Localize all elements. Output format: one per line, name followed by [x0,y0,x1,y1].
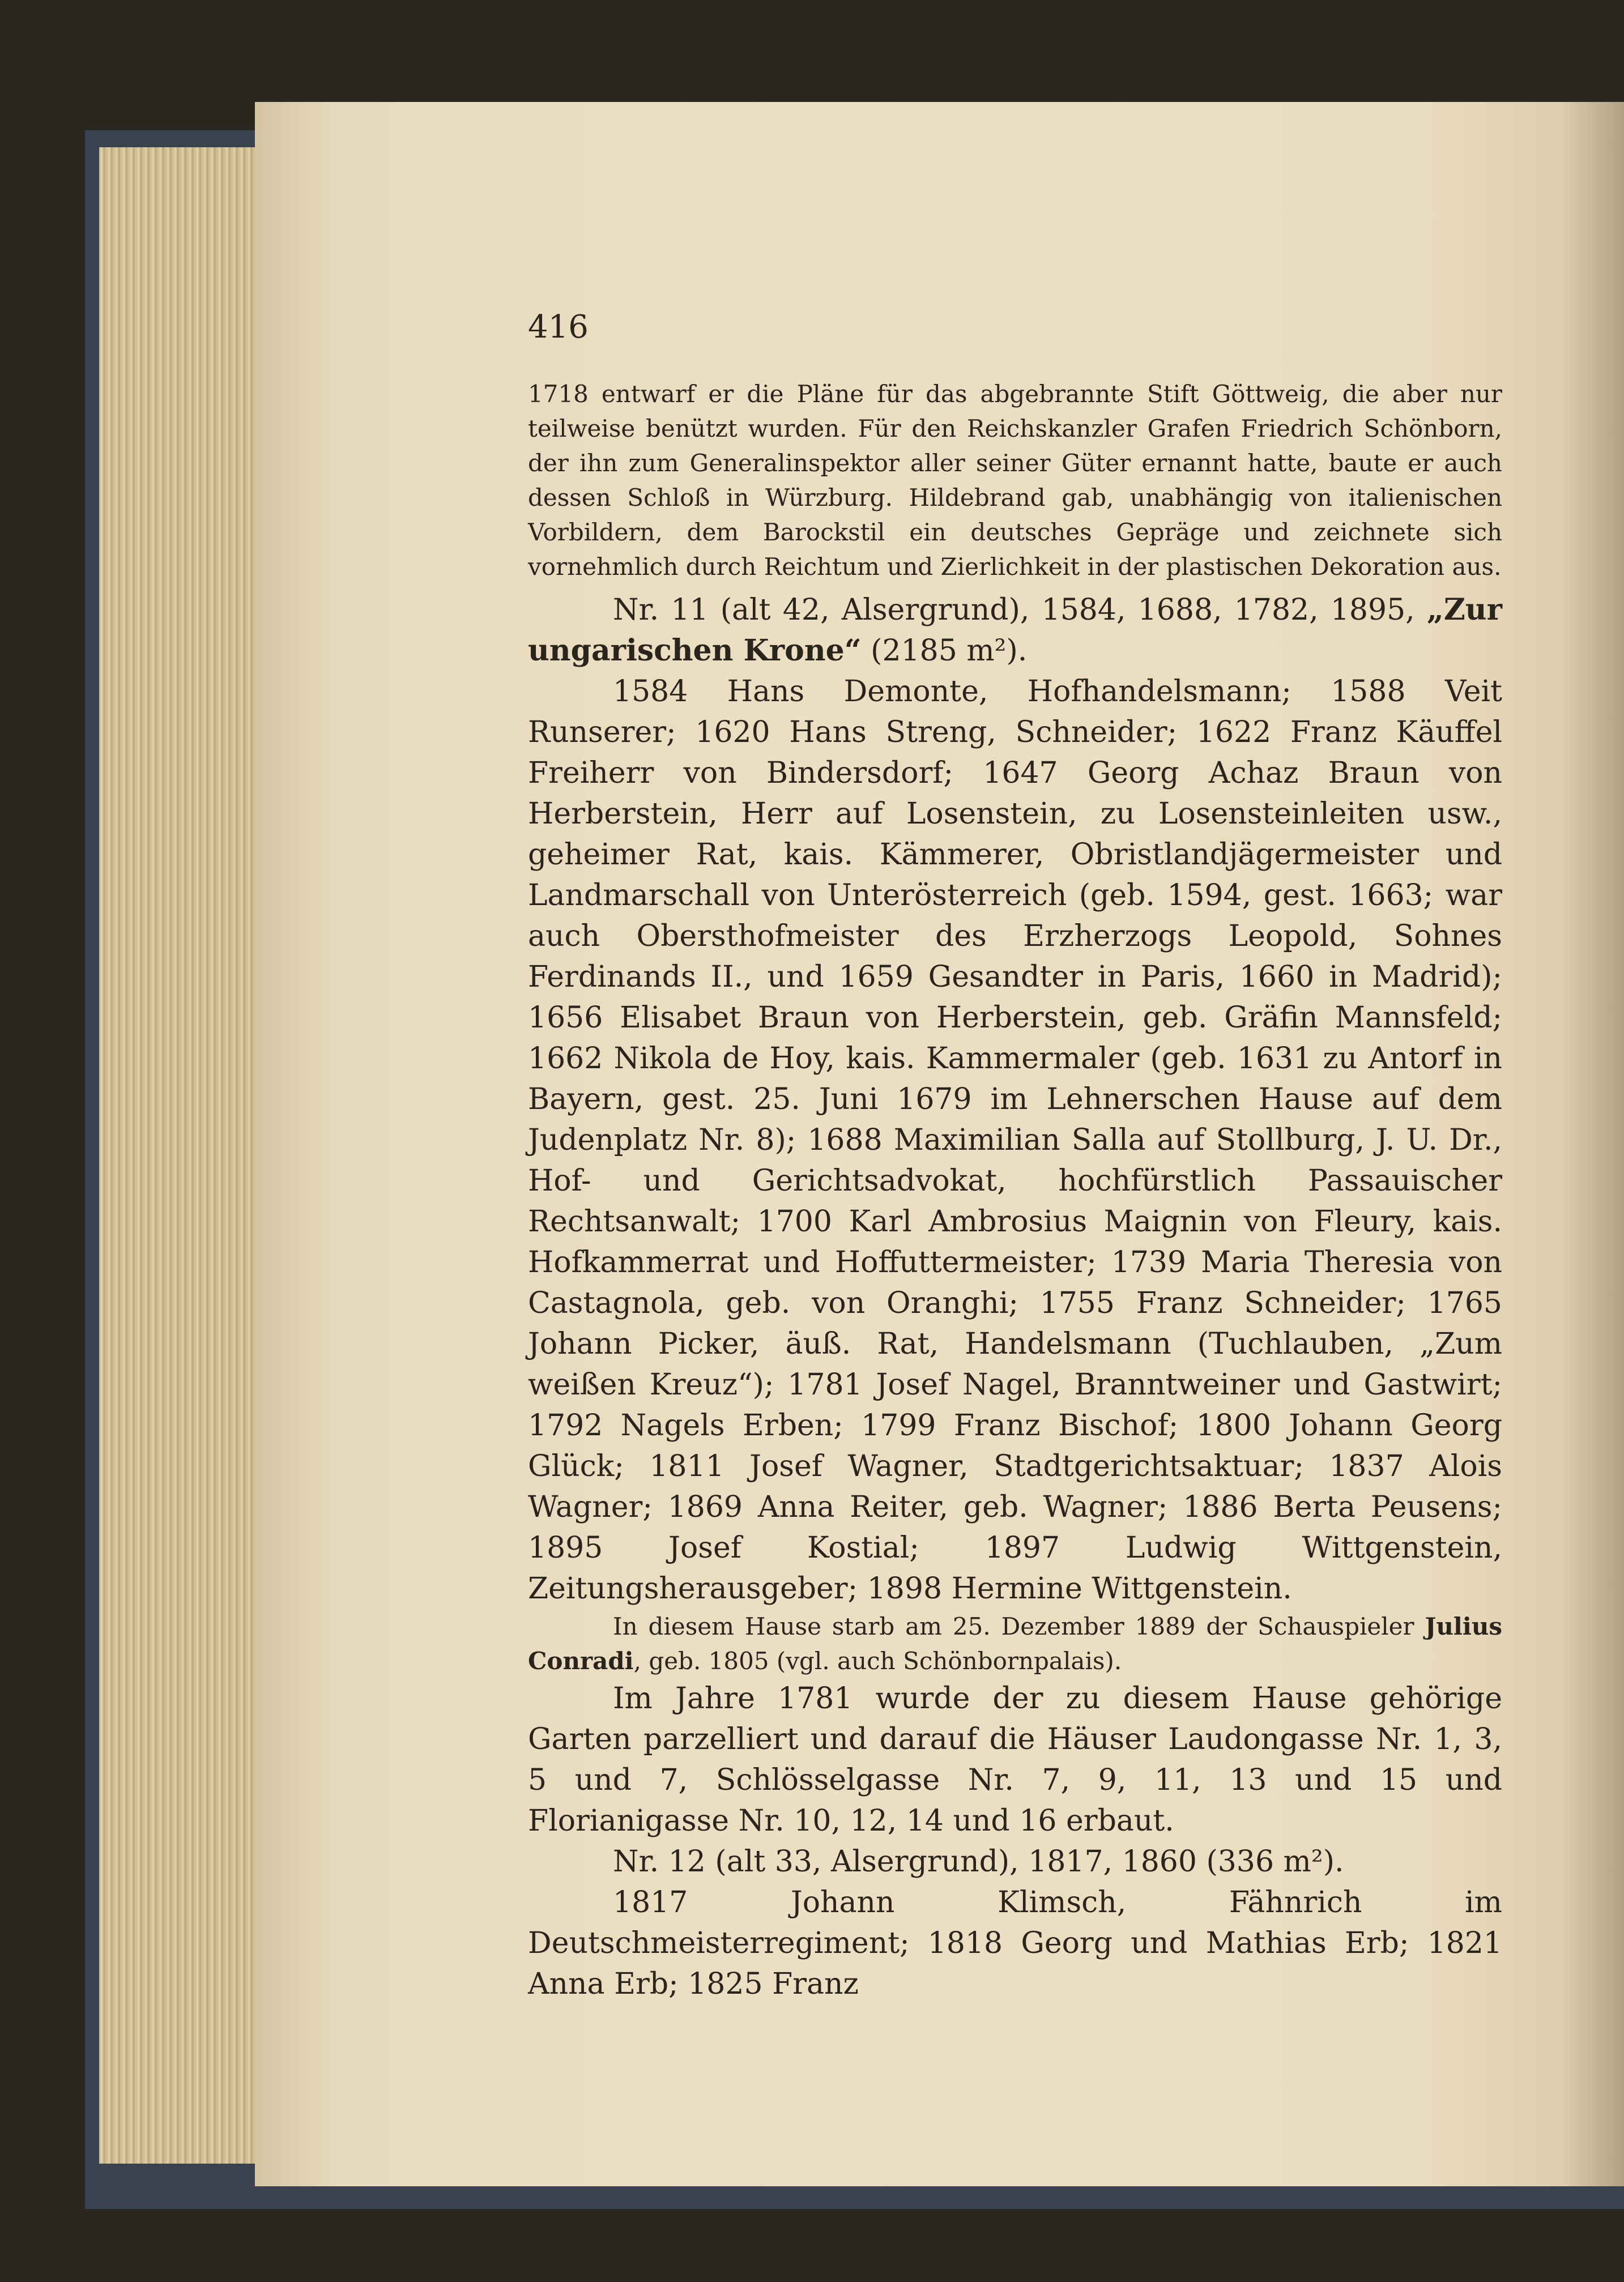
paragraph-nr-11-heading [528,590,1502,671]
conradi-note-rest: , geb. 1805 (vgl. auch Schönbornpalais). [633,1647,1122,1675]
nr-11-heading-text: Nr. 11 (alt 42, Alsergrund), 1584, 1688, 1782, 1895, [613,593,1427,627]
page-body [528,377,1502,2004]
paragraph-nr-12-heading: Nr. 12 (alt 33, Alsergrund), 1817, 1860 (336 m²). [613,1845,1344,1879]
paragraph-conradi-note [528,1609,1502,1678]
paragraph-garden-1781: Im Jahre 1781 wurde der zu diesem Hause gehörige Garten parzelliert und darauf die Häuser Laudongasse Nr. 1, 3, 5 und 7, Schlösselgasse Nr. 7, 9, 11, 13 und 15 und Florianigasse Nr. 10, 12, 14 und 16 erbaut. [528,1682,1502,1838]
paragraph-hildebrand: 1718 entwarf er die Pläne für das abgebrannte Stift Göttweig, die aber nur teilweise benützt wurden. Für den Reichskanzler Grafen Friedrich Schönborn, der ihn zum Generalinspektor aller seiner Güter ernannt hatte, baute er auch dessen Schloß in Würzburg. Hildebrand gab, unabhängig von italienischen Vorbildern, dem Barockstil ein deutsches Gepräge und zeichnete sich vornehmlich durch Reichtum und Zierlichkeit in der plastischen Dekoration aus. [528,380,1502,581]
conradi-note-text: In diesem Hause starb am 25. Dezember 1889 der Schauspieler [613,1613,1425,1640]
paragraph-owners-nr-11: 1584 Hans Demonte, Hofhandelsmann; 1588 Veit Runserer; 1620 Hans Streng, Schneider; 1622 Franz Käuffel Freiherr von Bindersdorf; 1647 Georg Achaz Braun von Herberstein, Herr auf Losenstein, zu Losensteinleiten usw., geheimer Rat, kais. Kämmerer, Obristlandjägermeister und Landmarschall von Unterösterreich (geb. 1594, gest. 1663; war auch Obersthofmeister des Erzherzogs Leopold, Sohnes Ferdinands II., und 1659 Gesandter in Paris, 1660 in Madrid); 1656 Elisabet Braun von Herberstein, geb. Gräfin Mannsfeld; 1662 Nikola de Hoy, kais. Kammermaler (geb. 1631 zu Antorf in Bayern, gest. 25. Juni 1679 im Lehnerschen Hause auf dem Judenplatz Nr. 8); 1688 Maximilian Salla auf Stollburg, J. U. Dr., Hof- und Gerichtsadvokat, hochfürstlich Passauischer Rechtsanwalt; 1700 Karl Ambrosius Maignin von Fleury, kais. Hofkammerrat und Hoffuttermeister; 1739 Maria Theresia von Castagnola, geb. von Oranghi; 1755 Franz Schneider; 1765 Johann Picker, äuß. Rat, Handelsmann (Tuchlauben, „Zum weißen Kreuz“); 1781 Josef Nagel, Branntweiner und Gastwirt; 1792 Nagels Erben; 1799 Franz Bischof; 1800 Johann Georg Glück; 1811 Josef Wagner, Stadtgerichtsaktuar; 1837 Alois Wagner; 1869 Anna Reiter, geb. Wagner; 1886 Berta Peusens; 1895 Josef Kostial; 1897 Ludwig Wittgenstein, Zeitungsherausgeber; 1898 Hermine Wittgenstein. [528,675,1502,1606]
page-gutter [1562,102,1624,2186]
house-name-zur-ungarischen-krone: „Zur ungarischen Krone“ [528,592,1502,668]
paragraph-owners-nr-12: 1817 Johann Klimsch, Fähnrich im Deutschmeisterregiment; 1818 Georg und Mathias Erb; 1821 Anna Erb; 1825 Franz [528,1886,1502,2001]
page-number: 416 [528,309,589,346]
nr-11-area: (2185 m²). [861,634,1028,668]
name-julius-conradi: Julius Conradi [528,1613,1502,1675]
